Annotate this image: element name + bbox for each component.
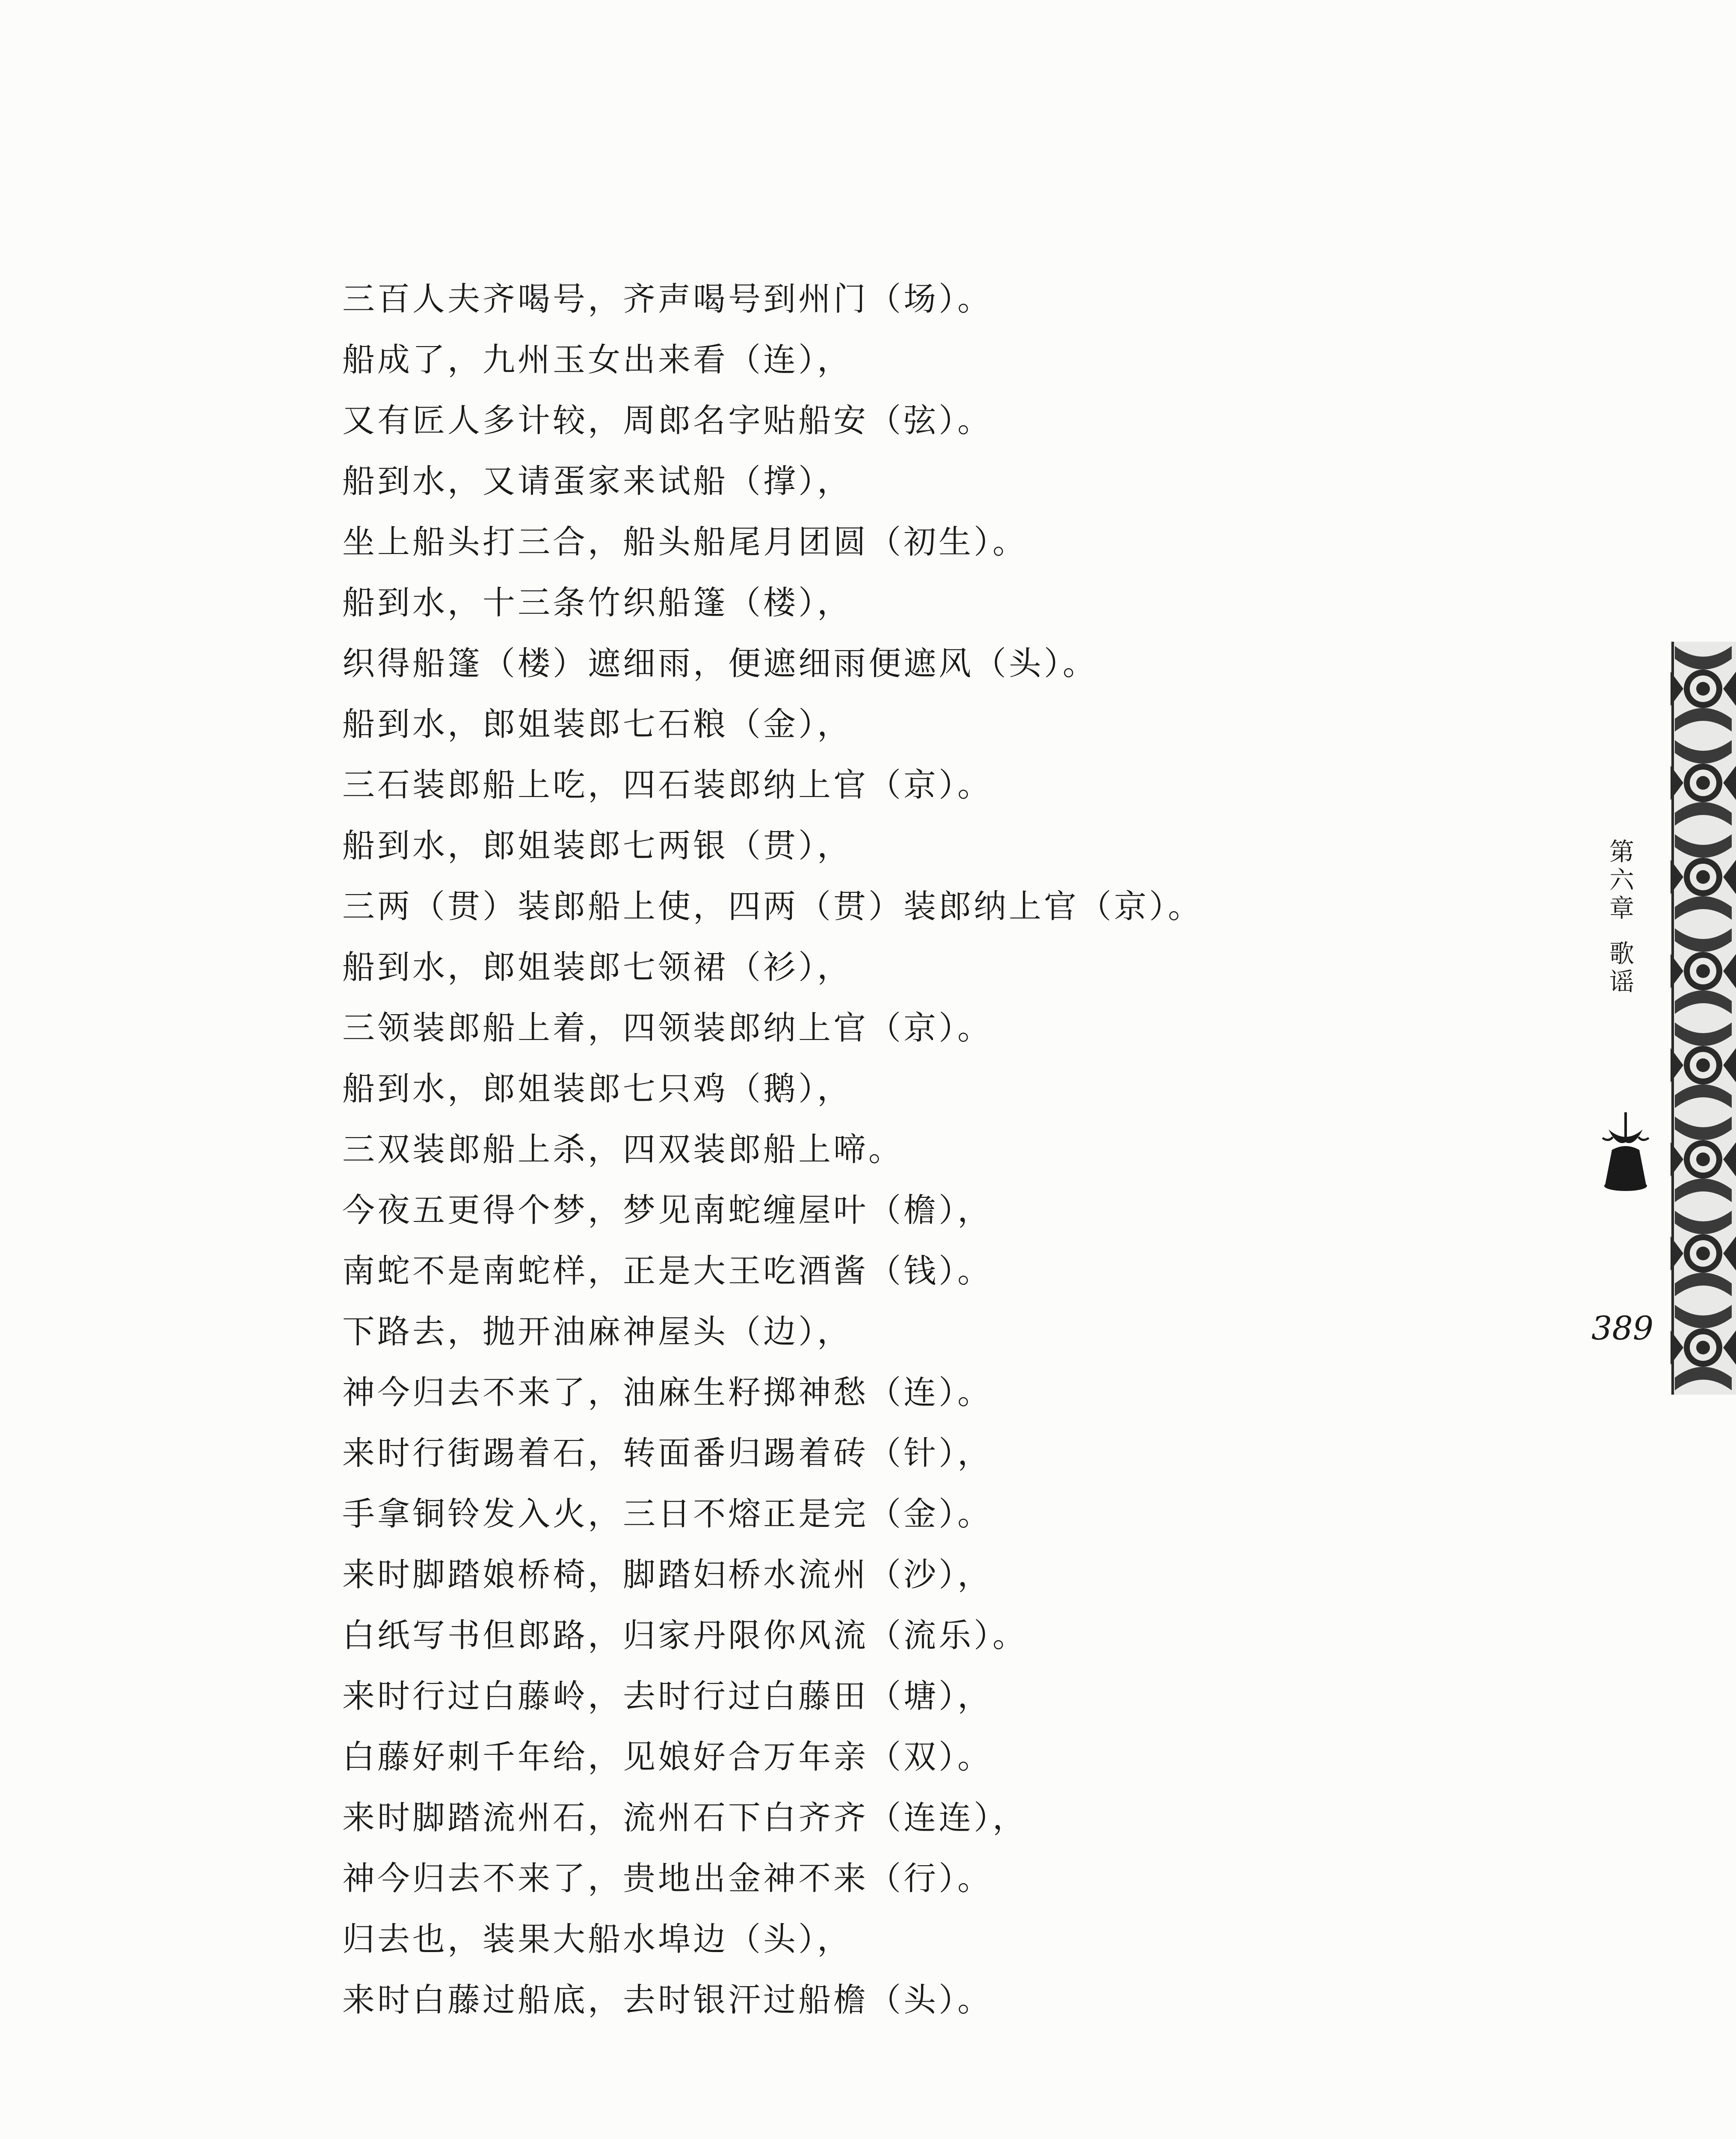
- poem-line: 坐上船头打三合，船头船尾月团圆（初生）。: [342, 523, 1028, 561]
- poem-line: 船到水，郎姐装郎七领裙（衫），: [342, 948, 852, 986]
- chapter-heading: [1598, 838, 1636, 997]
- poem-line: 又有匠人多计较，周郎名字贴船安（弦）。: [342, 401, 992, 439]
- poem-line: 船到水，郎姐装郎七只鸡（鹅），: [342, 1070, 852, 1108]
- poem-line: 三石装郎船上吃，四石装郎纳上官（京）。: [342, 766, 992, 804]
- poem-line: 船到水，郎姐装郎七石粮（金），: [342, 705, 852, 743]
- poem-line: 来时白藤过船底，去时银汗过船檐（头）。: [342, 1981, 992, 2019]
- poem-line: 今夜五更得个梦，梦见南蛇缠屋叶（檐），: [342, 1191, 992, 1229]
- poem-body: [342, 269, 1583, 2030]
- poem-line: 手拿铜铃发入火，三日不熔正是完（金）。: [342, 1495, 992, 1533]
- poem-line: 三百人夫齐喝号，齐声喝号到州门（场）。: [342, 280, 992, 318]
- poem-line: 来时脚踏娘桥椅，脚踏妇桥水流州（沙），: [342, 1555, 992, 1594]
- poem-line: 船到水，又请蛋家来试船（撑），: [342, 462, 852, 500]
- poem-line: 归去也，装果大船水埠边（头），: [342, 1920, 852, 1958]
- poem-line: 三两（贯）装郎船上使，四两（贯）装郎纳上官（京）。: [342, 887, 1203, 925]
- poem-line: 织得船篷（楼）遮细雨，便遮细雨便遮风（头）。: [342, 644, 1098, 682]
- poem-line: 神今归去不来了，贵地出金神不来（行）。: [342, 1859, 992, 1897]
- decorative-border-icon: [1671, 642, 1736, 1395]
- poem-line: 三双装郎船上杀，四双装郎船上啼。: [342, 1130, 904, 1168]
- poem-line: 船到水，十三条竹织船篷（楼），: [342, 584, 852, 622]
- section-title: 歌谣: [1605, 940, 1634, 997]
- poem-line: 神今归去不来了，油麻生籽掷神愁（连）。: [342, 1373, 992, 1411]
- poem-line: 白藤好刺千年给，见娘好合万年亲（双）。: [342, 1738, 992, 1776]
- poem-line: 船成了，九州玉女出来看（连），: [342, 341, 852, 379]
- page-number: 389: [1591, 1309, 1654, 1347]
- chapter-number: 第六章: [1605, 838, 1634, 923]
- poem-line: 来时行街踢着石，转面番归踢着砖（针），: [342, 1434, 992, 1472]
- poem-line: 三领装郎船上着，四领装郎纳上官（京）。: [342, 1009, 992, 1047]
- poem-line: 来时行过白藤岭，去时行过白藤田（塘），: [342, 1677, 992, 1715]
- poem-line: 来时脚踏流州石，流州石下白齐齐（连连），: [342, 1798, 1028, 1837]
- bell-ornament-icon: [1600, 1112, 1651, 1198]
- poem-line: 船到水，郎姐装郎七两银（贯），: [342, 827, 852, 865]
- poem-line: 白纸写书但郎路，归家丹限你风流（流乐）。: [342, 1616, 1028, 1654]
- poem-line: 下路去，抛开油麻神屋头（边），: [342, 1312, 852, 1351]
- poem-line: 南蛇不是南蛇样，正是大王吃酒酱（钱）。: [342, 1252, 992, 1290]
